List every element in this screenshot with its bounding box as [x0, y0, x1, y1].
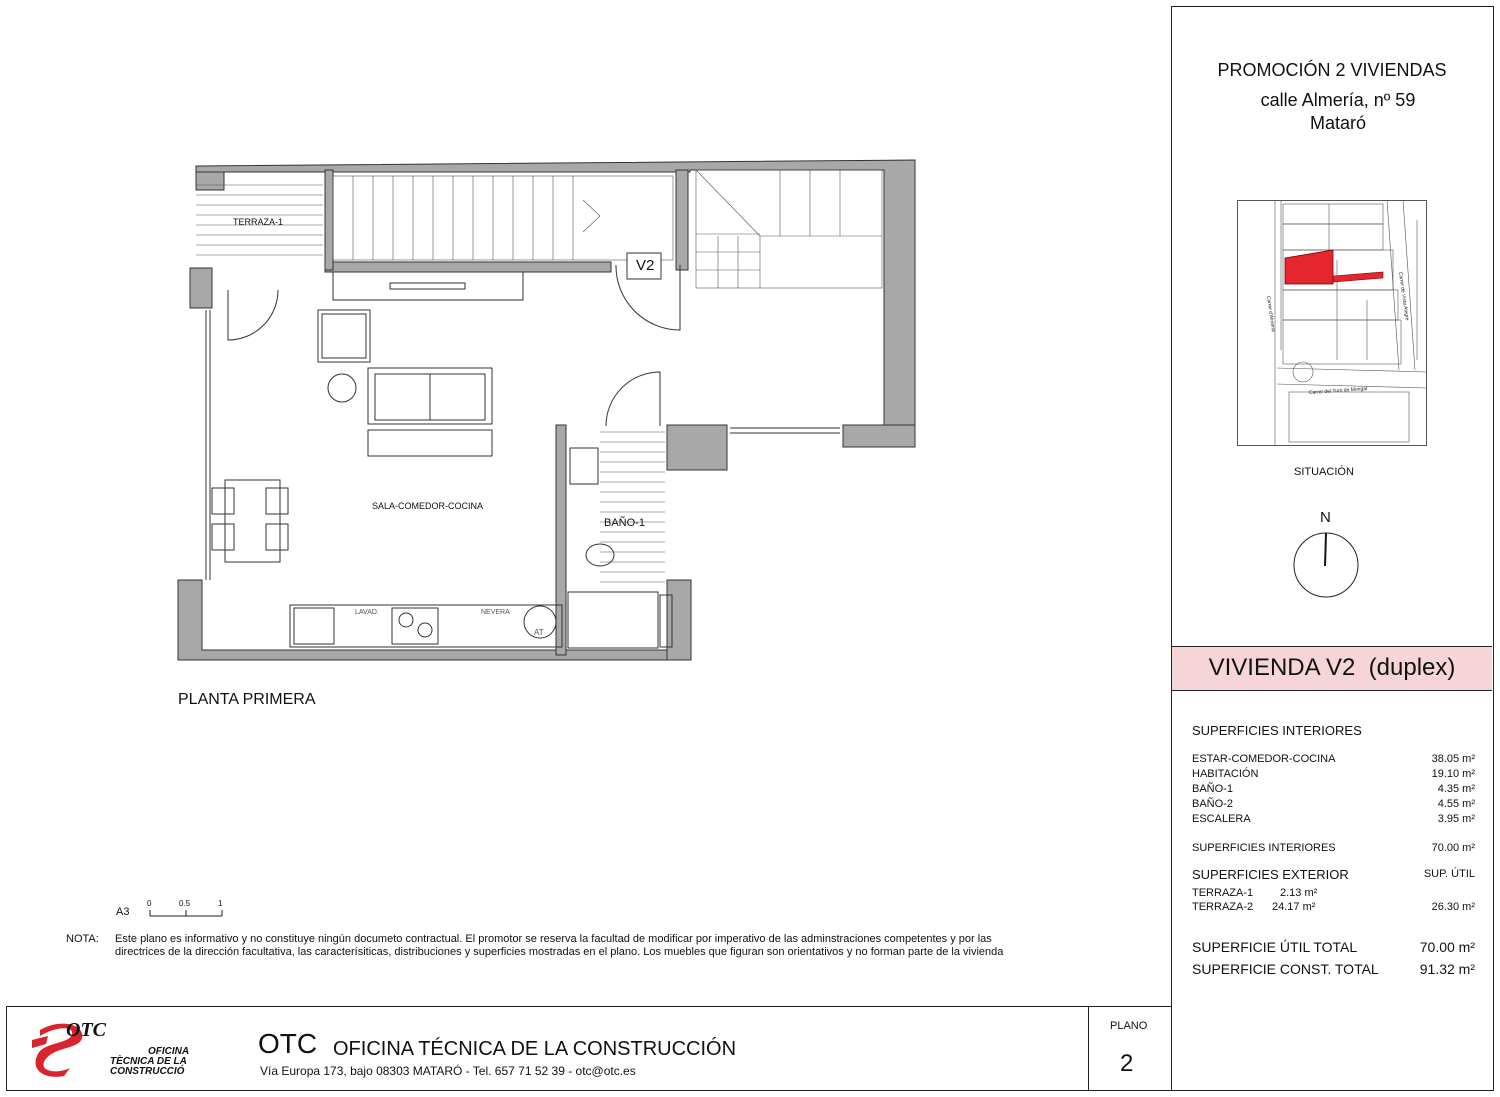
logo-sub-3: CONSTRUCCIÓ: [110, 1066, 185, 1077]
area-row: BAÑO-1 4.35 m²: [1192, 783, 1475, 795]
street-turo-mongat: Carrer del Turó de Mongat: [1308, 385, 1368, 396]
stair-winder: [696, 170, 882, 288]
unit-tag-v2: V2: [636, 257, 655, 274]
sheet-divider: [1088, 1006, 1089, 1091]
label-nevera: NEVERA: [481, 609, 510, 616]
unit-title: VIVIENDA V2 (duplex): [1208, 654, 1456, 681]
label-lavad: LAVAD.: [355, 609, 379, 616]
interior-total-row: SUPERFICIES INTERIORES 70.00 m²: [1192, 842, 1475, 854]
note-label: NOTA:: [66, 933, 99, 945]
room-terraza-1: TERRAZA-1: [233, 217, 284, 227]
situation-map: [1237, 200, 1427, 446]
project-address: calle Almería, nº 59: [1260, 90, 1416, 110]
exterior-row: TERRAZA-1 2.13 m²: [1192, 887, 1318, 899]
north-arrow-icon: [1291, 530, 1361, 600]
scale-tick-1: 1: [218, 899, 223, 908]
logo-sub-2: TÈCNICA DE LA: [110, 1056, 187, 1067]
note-line-1: Este plano es informativo y no constituye ningún documeto contractual. El promotor se reserva la facultad de modificar por imperativo de las adminstraciones competentes y por las: [115, 933, 992, 945]
const-total-row: SUPERFICIE CONST. TOTAL 91.32 m²: [1192, 961, 1475, 977]
util-total-row: SUPERFICIE ÚTIL TOTAL 70.00 m²: [1192, 939, 1475, 955]
north-label: N: [1320, 509, 1331, 526]
logo-wordmark: OTC: [66, 1019, 106, 1041]
scale-bar: [146, 908, 226, 918]
exterior-row: TERRAZA-2 24.17 m² 26.30 m²: [1192, 901, 1475, 913]
firm-name: OFICINA TÉCNICA DE LA CONSTRUCCIÓN: [333, 1038, 737, 1060]
project-city: Mataró: [1309, 113, 1367, 133]
note-line-2: directrices de la dirección facultativa, las caracterísiticas, distribuciones y superficies mostradas en el plano. Los muebles que figuran son orientativos y no forman parte de la vivienda: [115, 946, 1004, 958]
interior-heading: SUPERFICIES INTERIORES: [1192, 723, 1362, 738]
sheet-label: PLANO: [1110, 1020, 1148, 1032]
label-at: AT: [534, 628, 544, 637]
area-row: ESTAR-COMEDOR-COCINA 38.05 m²: [1192, 753, 1475, 765]
room-sala-comedor-cocina: SALA-COMEDOR-COCINA: [372, 501, 484, 511]
area-row: HABITACIÓN 19.10 m²: [1192, 768, 1475, 780]
street-vista-alegre: Carrer de Vista Alegre: [1397, 271, 1410, 321]
plan-title: PLANTA PRIMERA: [178, 691, 316, 708]
sheet-number: 2: [1120, 1050, 1134, 1077]
firm-contact: Vía Europa 173, bajo 08303 MATARÓ - Tel. 657 71 52 39 - otc@otc.es: [260, 1064, 636, 1078]
stair-straight: [333, 176, 673, 260]
paper-size: A3: [116, 906, 130, 918]
bath-hatch: [600, 432, 665, 582]
scale-tick-0: 0: [147, 899, 152, 908]
area-row: BAÑO-2 4.55 m²: [1192, 798, 1475, 810]
project-title: PROMOCIÓN 2 VIVIENDAS: [1217, 60, 1447, 80]
room-bano-1: BAÑO-1: [604, 517, 645, 529]
area-row: ESCALERA 3.95 m²: [1192, 813, 1475, 825]
firm-acronym: OTC: [258, 1028, 318, 1059]
logo-sub-1: OFICINA: [148, 1046, 190, 1057]
situation-label: SITUACIÓN: [1294, 466, 1354, 478]
street-almeria: Carrer d'Almeria: [1265, 295, 1277, 333]
exterior-heading: SUPERFICIES EXTERIOR: [1192, 867, 1349, 882]
exterior-col-label: SUP. ÚTIL: [1423, 868, 1475, 880]
otc-logo-icon: [30, 1016, 120, 1078]
scale-tick-05: 0.5: [179, 899, 191, 908]
floor-plan: [170, 150, 930, 670]
